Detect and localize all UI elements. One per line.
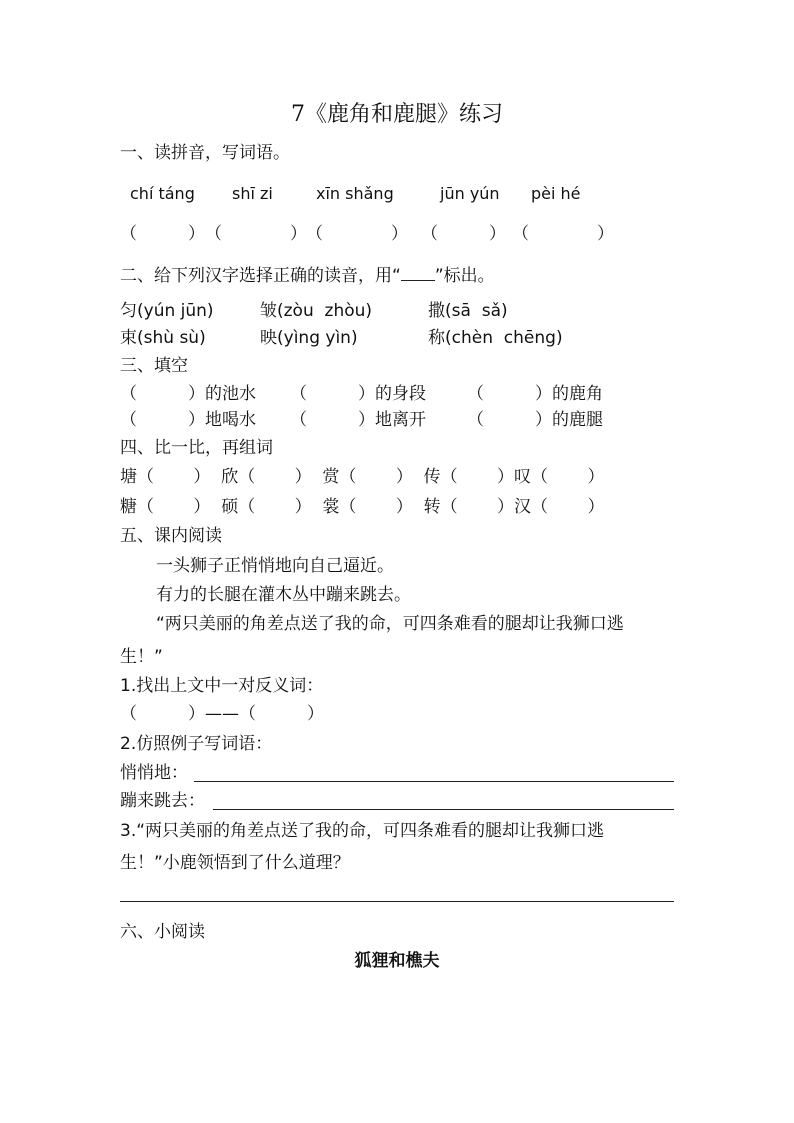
section-2-heading-a: 二、给下列汉字选择正确的读音，用“ (120, 266, 401, 286)
section-3-heading: 三、填空 (120, 356, 188, 376)
compare-row-1[interactable]: 塘（ ） 欣（ ） 赏（ ） 传（ ）叹（ ） (120, 467, 605, 487)
question-3-line-1: 3.“两只美丽的角差点送了我的命，可四条难看的腿却让我狮口逃 (120, 821, 605, 841)
passage-line-4: 生！” (120, 647, 163, 667)
fill-5[interactable]: （ ）地离开 (290, 410, 426, 430)
section-1-heading: 一、读拼音，写词语。 (120, 143, 290, 163)
passage-line-2: 有力的长腿在灌木丛中蹦来跳去。 (156, 585, 411, 605)
section-5-heading: 五、课内阅读 (120, 526, 222, 546)
question-2: 2.仿照例子写词语： (120, 734, 273, 754)
example-label-2: 蹦来跳去： (120, 791, 205, 811)
reading-4: 束(shù sù) (120, 328, 206, 348)
answer-line-1[interactable] (194, 781, 674, 782)
story-title: 狐狸和樵夫 (354, 951, 440, 971)
question-3-line-2: 生！”小鹿领悟到了什么道理？ (120, 853, 350, 873)
answer-box-2[interactable]: （ ） (205, 224, 307, 244)
answer-box-1[interactable]: （ ） (120, 224, 205, 244)
page-title: 7《鹿角和鹿腿》练习 (291, 102, 503, 127)
pinyin-2: shī zi (232, 184, 273, 203)
reading-2: 皱(zòu zhòu) (260, 301, 373, 321)
example-label-1: 悄悄地： (120, 763, 188, 783)
passage-line-3: “两只美丽的角差点送了我的命，可四条难看的腿却让我狮口逃 (156, 614, 624, 634)
reading-6: 称(chèn chēng) (428, 328, 563, 348)
section-2-heading-b: ”标出。 (434, 266, 495, 286)
passage-line-1: 一头狮子正悄悄地向自己逼近。 (156, 556, 394, 576)
compare-row-2[interactable]: 糖（ ） 硕（ ） 裳（ ） 转（ ）汉（ ） (120, 497, 605, 517)
section-2-heading (120, 265, 495, 287)
pinyin-4: jūn yún (440, 184, 500, 203)
question-1: 1.找出上文中一对反义词： (120, 676, 324, 696)
answer-line-2[interactable] (213, 809, 674, 810)
fill-2[interactable]: （ ）的身段 (290, 384, 426, 404)
fill-6[interactable]: （ ）的鹿腿 (467, 410, 603, 430)
fill-4[interactable]: （ ）地喝水 (120, 410, 256, 430)
fill-3[interactable]: （ ）的鹿角 (467, 384, 603, 404)
reading-3: 撒(sā sǎ) (428, 301, 508, 321)
underline-mark (401, 266, 435, 281)
answer-box-4[interactable]: （ ） (421, 224, 506, 244)
section-6-heading: 六、小阅读 (120, 922, 205, 942)
reading-5: 映(yìng yìn) (260, 328, 358, 348)
pinyin-5: pèi hé (531, 184, 581, 203)
answer-box-5[interactable]: （ ） (512, 224, 614, 244)
fill-1[interactable]: （ ）的池水 (120, 384, 256, 404)
antonym-blanks[interactable]: （ ）——（ ） (120, 704, 324, 724)
section-4-heading: 四、比一比，再组词 (120, 438, 273, 458)
answer-box-3[interactable]: （ ） (306, 224, 408, 244)
reading-1: 匀(yún jūn) (120, 301, 214, 321)
pinyin-1: chí táng (130, 184, 195, 203)
answer-line-3[interactable] (120, 901, 674, 902)
pinyin-3: xīn shǎng (316, 184, 394, 203)
